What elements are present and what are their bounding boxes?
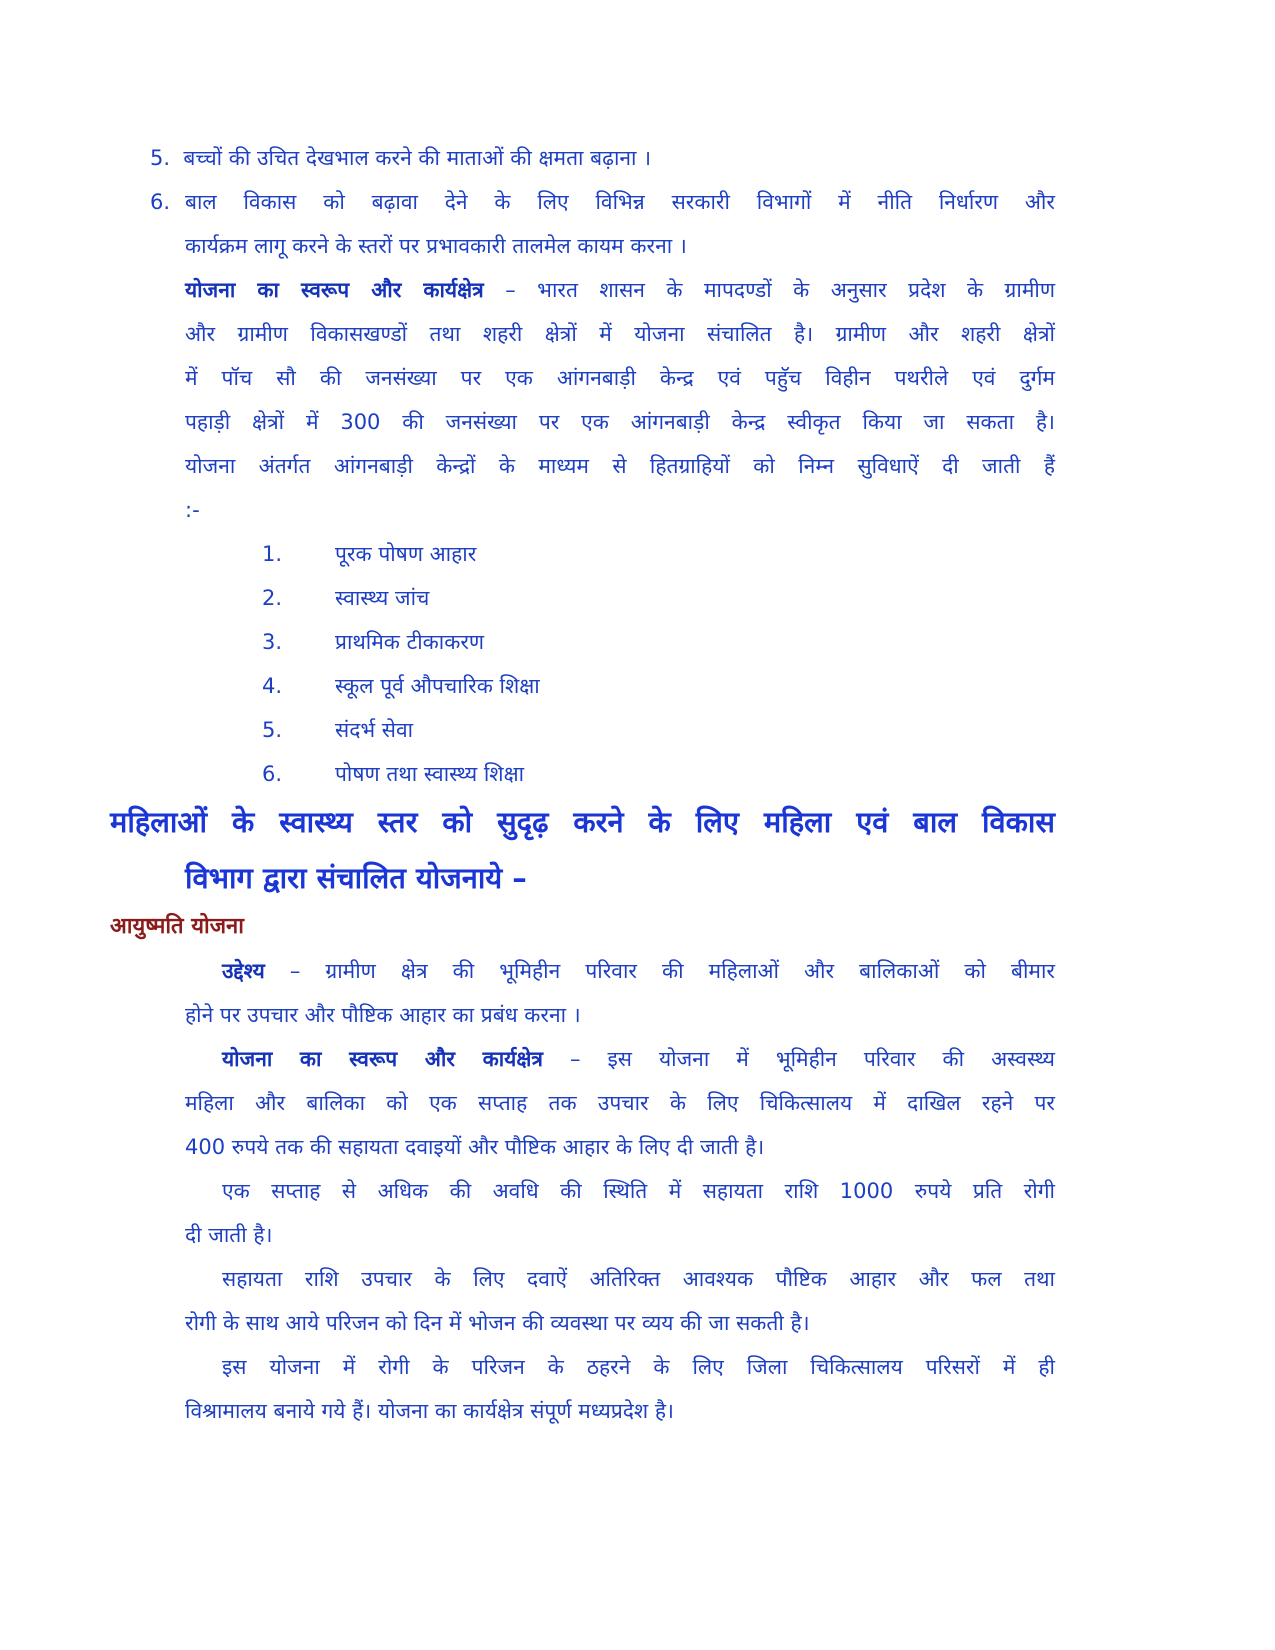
objective-line1: [222, 956, 1055, 986]
objective-label: उद्देश्य: [222, 959, 265, 983]
objective-text: – ग्रामीण क्षेत्र की भूमिहीन परिवार की महिलाओं और बालिकाओं को बीमार: [264, 959, 1055, 983]
objective-item-6-line2: कार्यक्रम लागू करने के स्तरों पर प्रभावकारी तालमेल कायम करना ।: [185, 234, 687, 258]
section-title: आयुष्मति योजना: [110, 914, 244, 939]
ayushmati-scope-text: – इस योजना में भूमिहीन परिवार की अस्वस्थ्य: [542, 1047, 1055, 1071]
objective-number-6: 6.: [150, 190, 171, 214]
scheme-scope-line6: :-: [185, 498, 200, 522]
ayushmati-scope-line1: [222, 1044, 1055, 1074]
list-item-number: 4.: [262, 674, 283, 698]
scheme-scope-text: – भारत शासन के मापदण्डों के अनुसार प्रदेश के ग्रामीण: [483, 278, 1055, 302]
ayushmati-scope-line3: 400 रुपये तक की सहायता दवाइयों और पौष्टिक आहार के लिए दी जाती है।: [185, 1135, 765, 1159]
main-heading-line1: महिलाओं के स्वास्थ्य स्तर को सुदृढ़ करने के लिए महिला एवं बाल विकास: [110, 805, 1055, 839]
list-item: प्राथमिक टीकाकरण: [335, 630, 485, 654]
scheme-scope-line5: योजना अंतर्गत आंगनबाड़ी केन्द्रों के माध्यम से हितग्राहियों को निम्न सुविधाऐं दी जाती हैं: [185, 454, 1055, 478]
list-item: पूरक पोषण आहार: [335, 542, 477, 566]
list-item: पोषण तथा स्वास्थ्य शिक्षा: [335, 762, 525, 786]
main-heading-line2: विभाग द्वारा संचालित योजनाये –: [185, 861, 527, 895]
ayushmati-scope-label: योजना का स्वरूप और कार्यक्षेत्र: [222, 1047, 543, 1071]
para3-line2: रोगी के साथ आये परिजन को दिन में भोजन की व्यवस्था पर व्यय की जा सकती है।: [185, 1311, 810, 1335]
list-item: स्वास्थ्य जांच: [335, 586, 430, 610]
objective-line2: होने पर उपचार और पौष्टिक आहार का प्रबंध करना ।: [185, 1003, 581, 1027]
para4-line2: विश्रामालय बनाये गये हैं। योजना का कार्यक्षेत्र संपूर्ण मध्यप्रदेश है।: [185, 1399, 674, 1423]
list-item-number: 1.: [262, 542, 283, 566]
para4-line1: इस योजना में रोगी के परिजन के ठहरने के लिए जिला चिकित्सालय परिसरों में ही: [222, 1355, 1055, 1379]
list-item: स्कूल पूर्व औपचारिक शिक्षा: [335, 674, 540, 698]
objective-item-5: [150, 143, 651, 173]
list-item-number: 3.: [262, 630, 283, 654]
scheme-scope-line1: [185, 275, 1055, 305]
list-item-number: 2.: [262, 586, 283, 610]
objective-item-6-line1: बाल विकास को बढ़ावा देने के लिए विभिन्न सरकारी विभागों में नीति निर्धारण और: [185, 190, 1055, 214]
scheme-scope-line2: और ग्रामीण विकासखण्डों तथा शहरी क्षेत्रों में योजना संचालित है। ग्रामीण और शहरी क्षेत्रों: [185, 322, 1055, 346]
scheme-scope-line3: में पॉच सौ की जनसंख्या पर एक आंगनबाड़ी केन्द्र एवं पहुॅच विहीन पथरीले एवं दुर्गम: [185, 366, 1055, 390]
objective-text: बच्चों की उचित देखभाल करने की माताओं की क्षमता बढ़ाना ।: [183, 146, 652, 170]
ayushmati-scope-line2: महिला और बालिका को एक सप्ताह तक उपचार के लिए चिकित्सालय में दाखिल रहने पर: [185, 1091, 1055, 1115]
list-item-number: 5.: [262, 718, 283, 742]
para2-line2: दी जाती है।: [185, 1223, 273, 1247]
scheme-scope-label: योजना का स्वरूप और कार्यक्षेत्र: [185, 278, 484, 302]
objective-number: 5.: [150, 146, 171, 170]
list-item: संदर्भ सेवा: [335, 718, 414, 742]
scheme-scope-line4: पहाड़ी क्षेत्रों में 300 की जनसंख्या पर एक आंगनबाड़ी केन्द्र स्वीकृत किया जा सकता है।: [185, 410, 1055, 434]
list-item-number: 6.: [262, 762, 283, 786]
para2-line1: एक सप्ताह से अधिक की अवधि की स्थिति में सहायता राशि 1000 रुपये प्रति रोगी: [222, 1179, 1055, 1203]
para3-line1: सहायता राशि उपचार के लिए दवाऐं अतिरिक्त आवश्यक पौष्टिक आहार और फल तथा: [222, 1267, 1055, 1291]
